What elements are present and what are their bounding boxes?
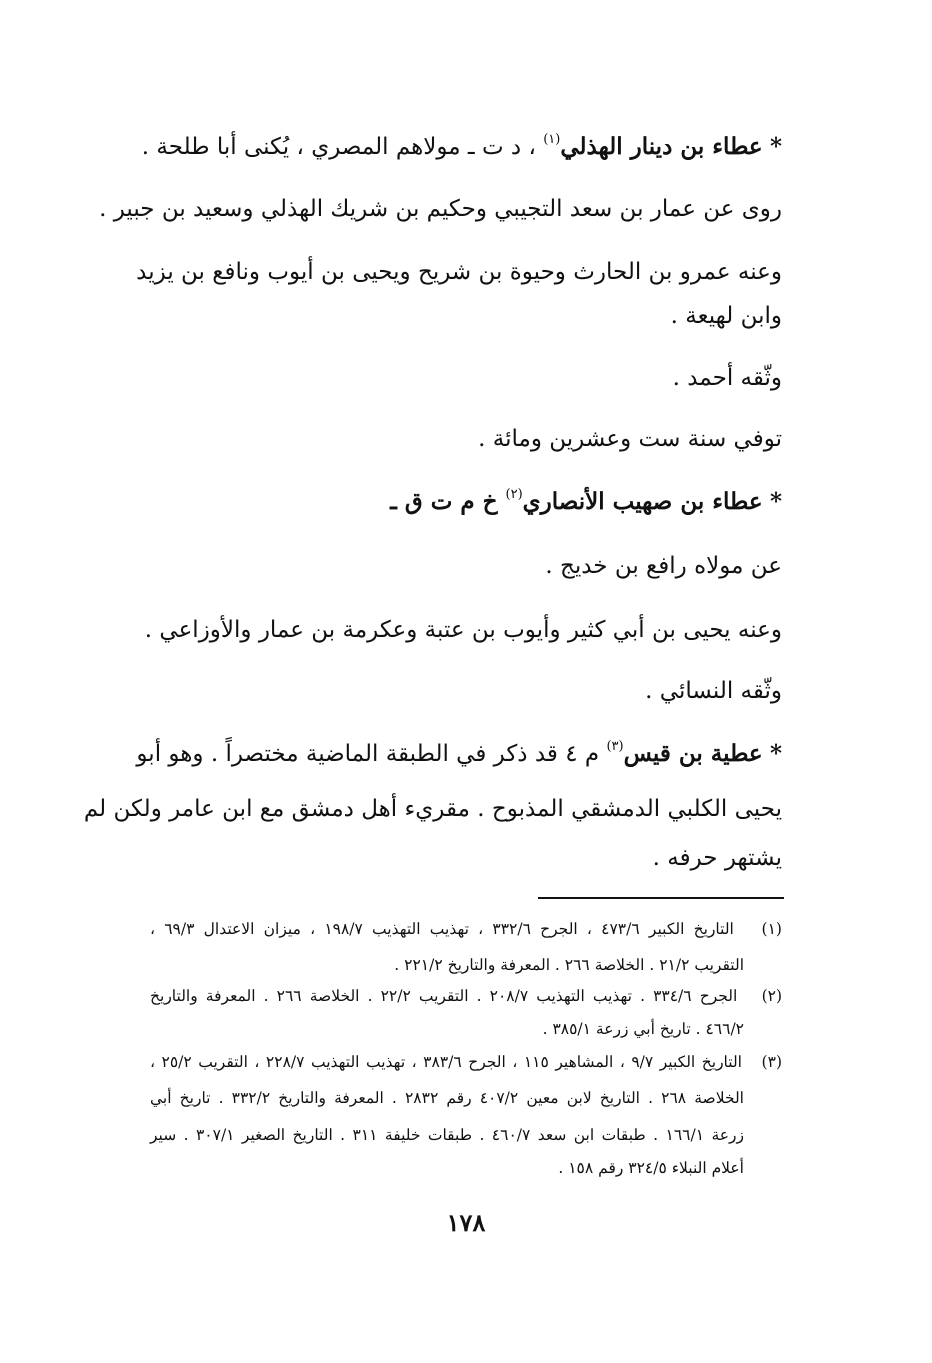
footnote-text: التاريخ الكبير ٩/٧ ، المشاهير ١١٥ ، الجرح ٣٨٣/٦ ، تهذيب التهذيب ٢٢٨/٧ ، التقريب ٢٥/٢ ،	[150, 1053, 742, 1071]
footnote-marker: (٣)	[761, 1053, 782, 1071]
entry-text-line: وعنه عمرو بن الحارث وحيوة بن شريح ويحيى بن أيوب ونافع بن يزيد	[136, 259, 782, 285]
entry-heading	[142, 132, 782, 162]
entry-text-line: روى عن عمار بن سعد التجيبي وحكيم بن شريك الهذلي وسعيد بن جبير .	[99, 196, 782, 222]
footnote-line	[150, 918, 782, 940]
footnote-ref: (٣)	[606, 739, 624, 754]
entry-text-line: وعنه يحيى بن أبي كثير وأيوب بن عتبة وعكرمة بن عمار والأوزاعي .	[144, 617, 782, 643]
entry-heading	[136, 739, 782, 769]
entry-text-line: وثّقه أحمد .	[672, 365, 782, 391]
entry-text-line: يحيى الكلبي الدمشقي المذبوح . مقريء أهل دمشق مع ابن عامر ولكن لم	[83, 796, 782, 822]
entry-name: عطاء بن صهيب الأنصاري	[522, 488, 763, 515]
footnote-line	[150, 1051, 782, 1073]
entry-codes: خ م ت ق ـ	[390, 488, 506, 515]
footnote-text: الجرح ٣٣٤/٦ . تهذيب التهذيب ٢٠٨/٧ . التقريب ٢٢/٢ . الخلاصة ٢٦٦ . المعرفة والتاريخ	[150, 987, 738, 1005]
footnote-line: ٤٦٦/٢ . تاريخ أبي زرعة ٣٨٥/١ .	[542, 1020, 744, 1038]
footnote-line: التقريب ٢١/٢ . الخلاصة ٢٦٦ . المعرفة والتاريخ ٢٢١/٢ .	[394, 956, 744, 974]
entry-text-line: يشتهر حرفه .	[652, 845, 782, 871]
footnote-marker: (١)	[761, 920, 782, 938]
entry-text-line: توفي سنة ست وعشرين ومائة .	[478, 426, 782, 452]
entry-bullet: *	[769, 133, 782, 160]
footnote-ref: (٢)	[505, 487, 523, 502]
entry-codes: م ٤ قد ذكر في الطبقة الماضية مختصراً . وهو أبو	[136, 741, 607, 767]
entry-bullet: *	[769, 740, 782, 767]
entry-heading	[390, 487, 782, 517]
footnote-line: زرعة ١٦٦/١ . طبقات ابن سعد ٤٦٠/٧ . طبقات خليفة ٣١١ . التاريخ الصغير ٣٠٧/١ . سير	[150, 1126, 744, 1144]
entry-text-line: وثّقه النسائي .	[645, 678, 782, 704]
footnote-text: التاريخ الكبير ٤٧٣/٦ ، الجرح ٣٣٢/٦ ، تهذيب التهذيب ١٩٨/٧ ، ميزان الاعتدال ٦٩/٣ ،	[150, 920, 734, 938]
footnote-marker: (٢)	[761, 987, 783, 1005]
footnote-ref: (١)	[543, 132, 561, 147]
entry-name: عطاء بن دينار الهذلي	[560, 133, 763, 160]
footnote-line: أعلام النبلاء ٣٢٤/٥ رقم ١٥٨ .	[558, 1159, 744, 1177]
entry-bullet: *	[769, 488, 782, 515]
footnote-line: الخلاصة ٢٦٨ . التاريخ لابن معين ٤٠٧/٢ رقم ٢٨٣٢ . المعرفة والتاريخ ٣٣٢/٢ . تاريخ أبي	[150, 1089, 744, 1107]
entry-codes: ، د ت ـ مولاهم المصري ، يُكنى أبا طلحة .	[141, 134, 544, 160]
entry-name: عطية بن قيس	[623, 740, 763, 767]
footnote-separator	[538, 897, 784, 899]
footnote-line	[150, 985, 782, 1007]
entry-text-line: عن مولاه رافع بن خديج .	[545, 553, 782, 579]
entry-text-line: وابن لهيعة .	[670, 303, 782, 329]
page-number: ١٧٨	[446, 1208, 486, 1237]
